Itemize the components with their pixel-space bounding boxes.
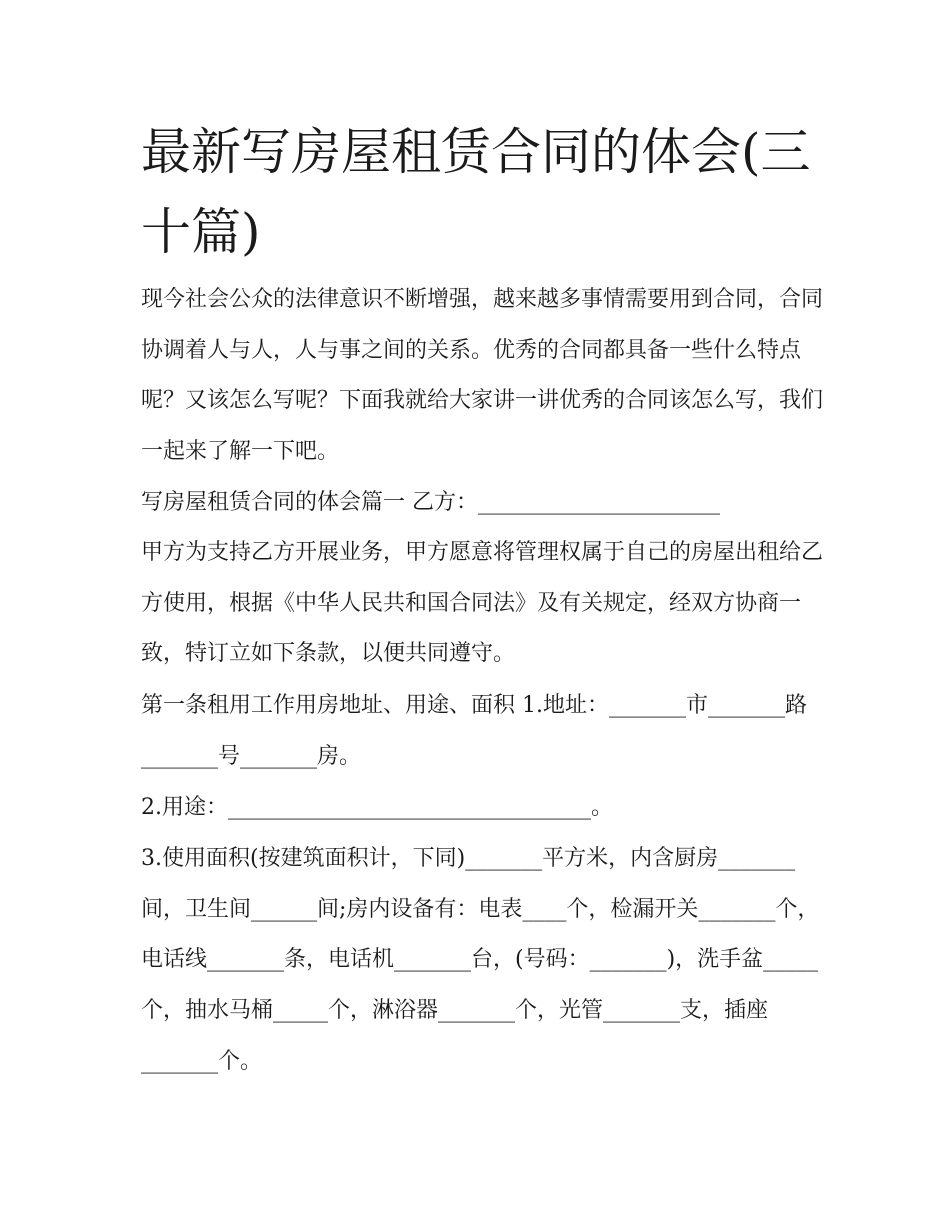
purpose-paragraph: 甲方为支持乙方开展业务，甲方愿意将管理权属于自己的房屋出租给乙方使用，根据《中华人民共和国合同法》及有关规定，经双方协商一致，特订立如下条款，以便共同遵守。 — [141, 540, 824, 667]
document-title: 最新写房屋租赁合同的体会(三十篇) — [141, 123, 811, 261]
article-area-paragraph: 3.使用面积(按建筑面积计，下同)_______平方米，内含厨房_______间，卫生间______间;房内设备有：电表____个，检漏开关_______个，电话线_______条，电话机_______台，(号码：_______)，洗手盆_____个，抽水马桶_____个，淋浴器_______个，光管_______支，插座_______个。 — [141, 846, 820, 1074]
section-one-heading: 写房屋租赁合同的体会篇一 乙方：______________________ — [141, 490, 720, 515]
intro-paragraph: 现今社会公众的法律意识不断增强，越来越多事情需要用到合同，合同协调着人与人，人与事之间的关系。优秀的合同都具备一些什么特点呢？又该怎么写呢？下面我就给大家讲一讲优秀的合同该怎么写，我们一起来了解一下吧。 — [141, 287, 824, 465]
article-one-address: 第一条租用工作用房地址、用途、面积 1.地址：_______市_______路_______号_______房。 — [141, 693, 807, 769]
article-use-line: 2.用途：_________________________________。 — [141, 795, 613, 820]
